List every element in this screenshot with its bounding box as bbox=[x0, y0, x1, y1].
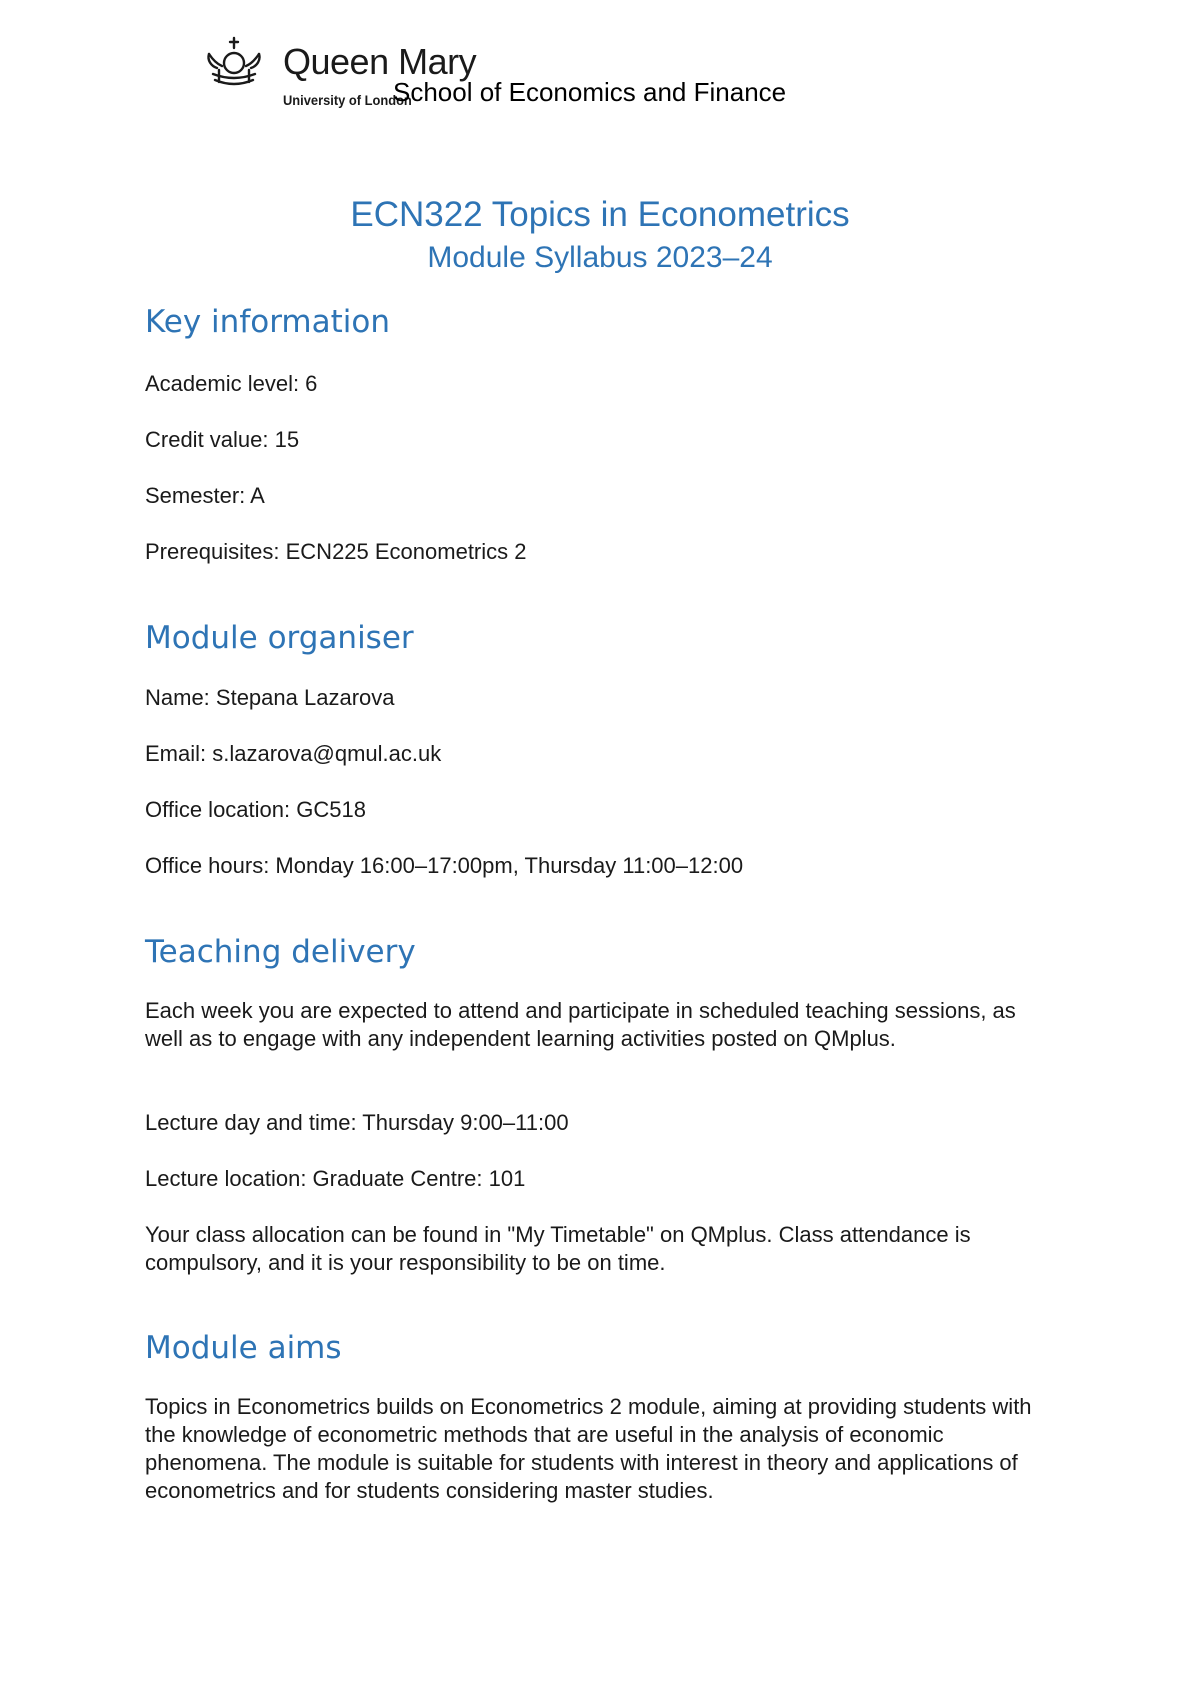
module-subtitle: Module Syllabus 2023–24 bbox=[427, 241, 773, 274]
section-heading: Key information bbox=[145, 304, 390, 340]
key-info-item bbox=[145, 426, 1045, 454]
office-hours: Office hours: Monday 16:00–17:00pm, Thursday 11:00–12:00 bbox=[145, 853, 744, 878]
organiser-item bbox=[145, 852, 1045, 880]
organiser-item bbox=[145, 796, 1045, 824]
school-name: School of Economics and Finance bbox=[393, 77, 787, 107]
module-aims-text: Topics in Econometrics builds on Econometrics 2 module, aiming at providing students with the knowledge of econometric methods that are useful in the analysis of economic phenomena. The module is suitable for students with interest in theory and applications of econometrics and for students considering master studies. bbox=[145, 1394, 1032, 1503]
crown-crest-icon bbox=[205, 36, 263, 96]
semester: Semester: A bbox=[145, 483, 265, 508]
key-info-item bbox=[145, 370, 1045, 398]
teaching-paragraph bbox=[145, 1109, 1045, 1137]
aims-paragraph bbox=[145, 1393, 1045, 1505]
document-title-block bbox=[0, 192, 1200, 278]
organiser-name: Name: Stepana Lazarova bbox=[145, 685, 395, 710]
section-heading: Teaching delivery bbox=[145, 934, 416, 970]
class-allocation: Your class allocation can be found in "My Timetable" on QMplus. Class attendance is compulsory, and it is your responsibility to be on time. bbox=[145, 1222, 971, 1275]
teaching-paragraph bbox=[145, 1165, 1045, 1193]
lecture-time: Lecture day and time: Thursday 9:00–11:00 bbox=[145, 1110, 569, 1135]
organiser-item bbox=[145, 740, 1045, 768]
organiser-email: Email: s.lazarova@qmul.ac.uk bbox=[145, 741, 442, 766]
teaching-intro: Each week you are expected to attend and participate in scheduled teaching sessions, as well as to engage with any independent learning activities posted on QMplus. bbox=[145, 998, 1016, 1051]
prerequisites: Prerequisites: ECN225 Econometrics 2 bbox=[145, 539, 527, 564]
teaching-paragraph bbox=[145, 997, 1045, 1053]
logo-subtitle: University of London bbox=[283, 92, 412, 108]
section-heading: Module organiser bbox=[145, 620, 414, 656]
lecture-location: Lecture location: Graduate Centre: 101 bbox=[145, 1166, 526, 1191]
key-info-item bbox=[145, 538, 1045, 566]
page-header bbox=[0, 0, 1200, 130]
organiser-item bbox=[145, 684, 1045, 712]
section-teaching-delivery bbox=[145, 932, 1045, 972]
section-heading: Module aims bbox=[145, 1330, 342, 1366]
section-key-information bbox=[145, 302, 1045, 342]
academic-level: Academic level: 6 bbox=[145, 371, 318, 396]
credit-value: Credit value: 15 bbox=[145, 427, 300, 452]
key-info-item bbox=[145, 482, 1045, 510]
office-location: Office location: GC518 bbox=[145, 797, 366, 822]
module-title: ECN322 Topics in Econometrics bbox=[350, 195, 850, 234]
teaching-paragraph bbox=[145, 1221, 1045, 1277]
section-module-organiser bbox=[145, 618, 1045, 658]
section-module-aims bbox=[145, 1328, 1045, 1368]
logo-wordmark: Queen Mary bbox=[283, 41, 477, 82]
